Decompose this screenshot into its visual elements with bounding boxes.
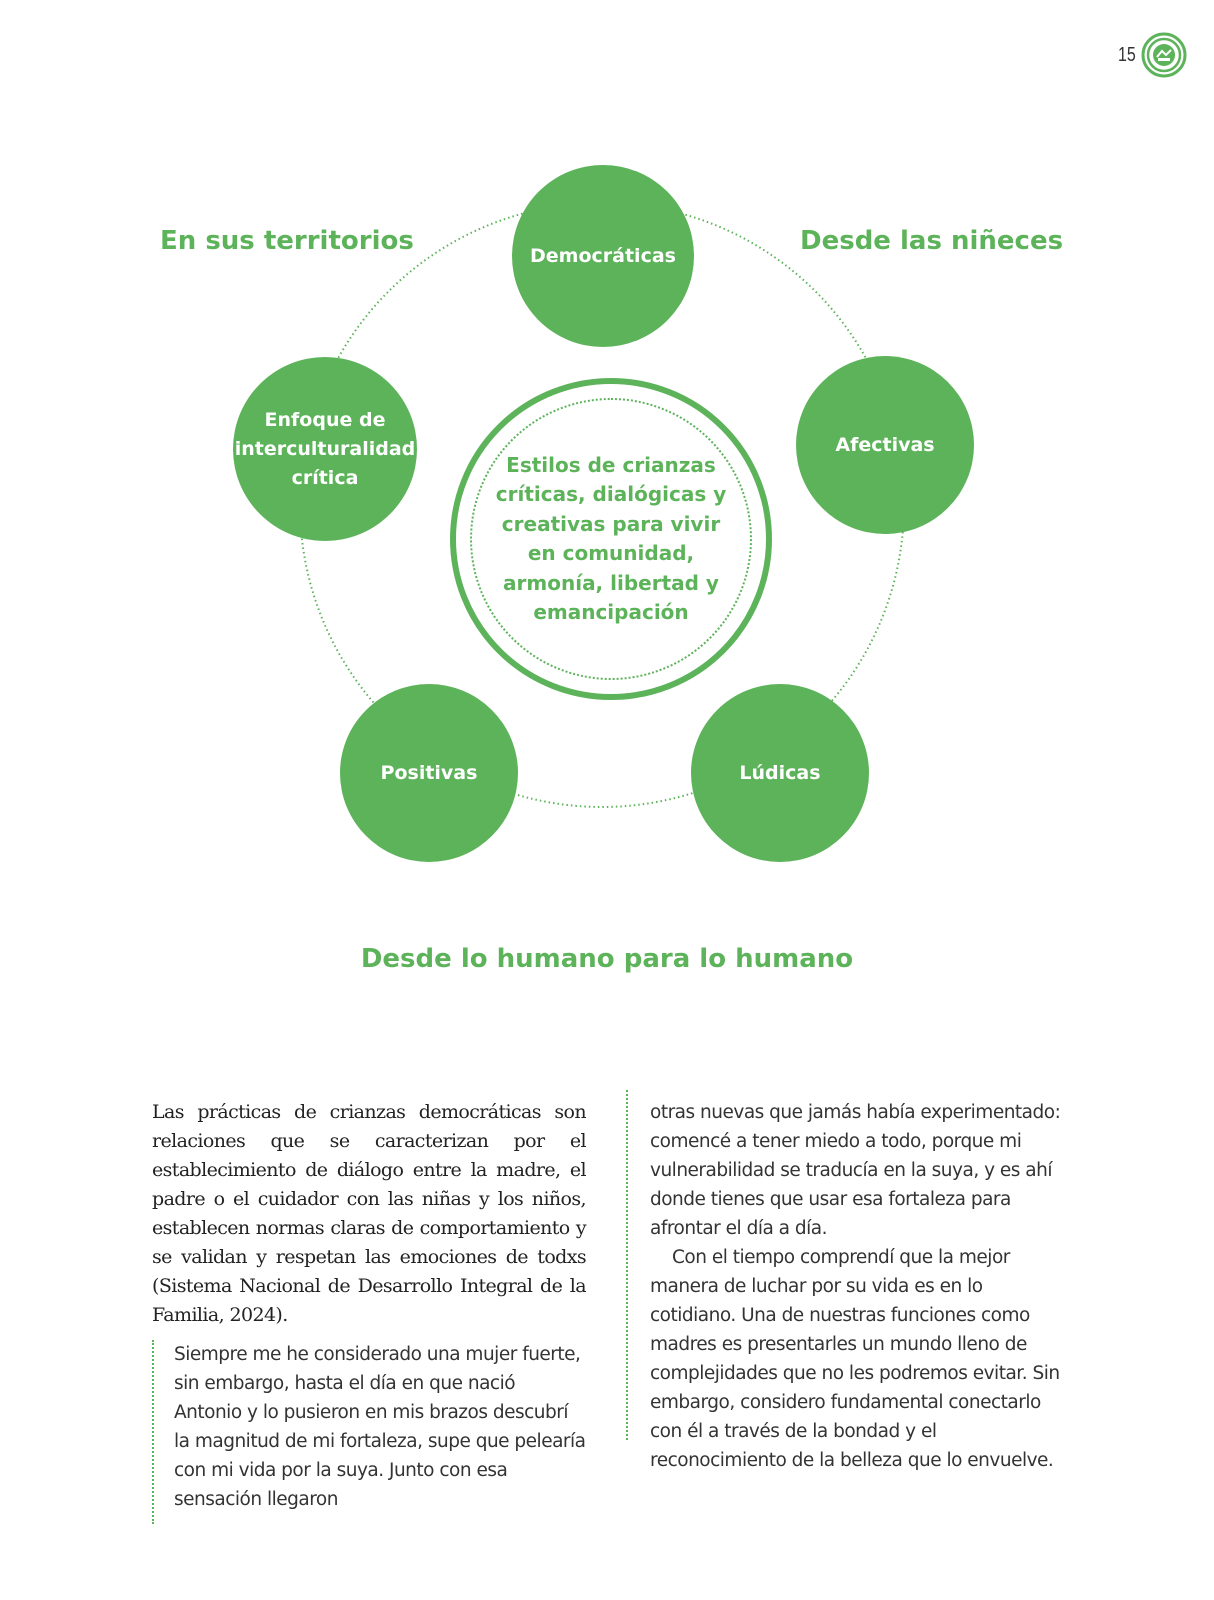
node-positivas xyxy=(340,684,518,862)
node-interculturalidad xyxy=(233,357,417,541)
heading-childhoods: Desde las niñeces xyxy=(800,226,1064,256)
center-label: Estilos de crianzas críticas, dialógicas y creativas para vivir en comunidad, armonía, libertad y emancipación xyxy=(495,452,727,624)
left-column xyxy=(152,1098,586,1514)
heading-human: Desde lo humano para lo humano xyxy=(360,944,854,974)
node-ludicas xyxy=(691,684,869,862)
node-democraticas-label: Democráticas xyxy=(530,244,676,267)
center-circle xyxy=(450,378,772,700)
testimony-quote-continued xyxy=(626,1098,1066,1475)
node-positivas-label: Positivas xyxy=(380,761,478,784)
testimony-paragraph-3: Con el tiempo comprendí que la mejor manera de luchar por su vida es en lo cotidiano. Una de nuestras funciones como madres es presentarles un mundo lleno de complejidades que no les podremos evitar. Sin embargo, considero fundamental conectarlo con él a través de la bondad y el reconocimiento de la belleza que lo envuelve. xyxy=(650,1247,1060,1471)
heading-territories: En sus territorios xyxy=(160,226,414,256)
right-column xyxy=(626,1098,1066,1475)
node-interculturalidad-label: Enfoque de interculturalidad crítica xyxy=(234,408,416,489)
center-circle-inner xyxy=(470,398,752,680)
node-afectivas xyxy=(796,356,974,534)
node-ludicas-label: Lúdicas xyxy=(739,761,821,784)
page-number: 15 xyxy=(1118,44,1136,66)
intro-paragraph: Las prácticas de crianzas democráticas son relaciones que se caracterizan por el establecimiento de diálogo entre la madre, el padre o el cuidador con las niñas y los niños, establecen normas claras de comportamiento y se validan y respetan las emociones de todxs (Sistema Nacional de Desarrollo Integral de la Familia, 2024). xyxy=(152,1101,586,1326)
node-democraticas xyxy=(512,165,694,347)
testimony-paragraph-1: Siempre me he considerado una mujer fuerte, sin embargo, hasta el día en que nació Antonio y lo pusieron en mis brazos descubrí la magnitud de mi fortaleza, supe que pelearía con mi vida por la suya. Junto con esa sensación llegaron xyxy=(174,1344,586,1510)
testimony-quote-start xyxy=(152,1340,586,1514)
node-afectivas-label: Afectivas xyxy=(835,433,935,456)
testimony-paragraph-2: otras nuevas que jamás había experimentado: comencé a tener miedo a todo, porque mi vulnerabilidad se traducía en la suya, y es ahí donde tienes que usar esa fortaleza para afrontar el día a día. xyxy=(650,1102,1061,1239)
